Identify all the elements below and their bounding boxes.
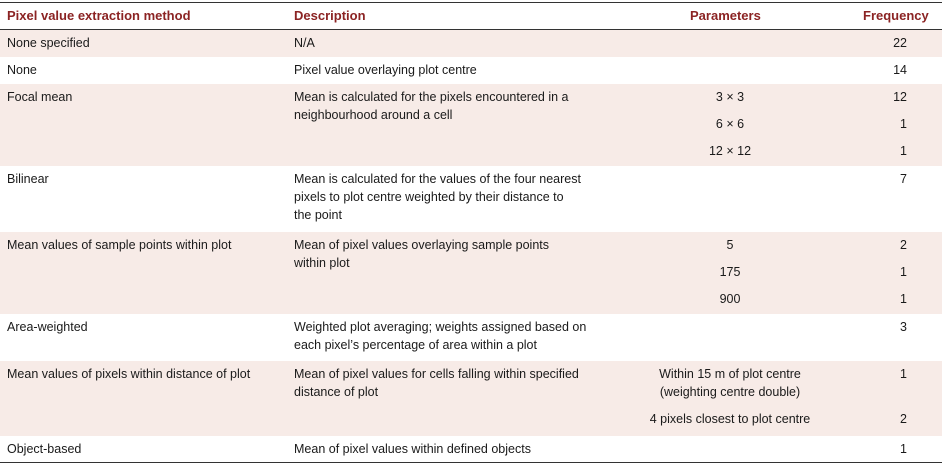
description-line: within plot (294, 256, 350, 270)
frequency-cell: 7 (900, 172, 907, 186)
frequency-cell: 12 (893, 90, 907, 104)
parameter-cell: 12 × 12 (708, 144, 752, 158)
frequency-cell: 1 (900, 292, 907, 306)
header-description: Description (294, 8, 366, 23)
method-cell: None (7, 63, 37, 77)
method-cell: Area-weighted (7, 320, 88, 334)
description-cell (294, 440, 614, 458)
method-cell: Bilinear (7, 172, 49, 186)
description-cell (294, 88, 614, 124)
header-method: Pixel value extraction method (7, 8, 191, 23)
description-line: neighbourhood around a cell (294, 108, 453, 122)
description-line: pixels to plot centre weighted by their distance to (294, 190, 564, 204)
table-bottom-rule (0, 462, 942, 463)
description-cell (294, 170, 614, 224)
description-line: the point (294, 208, 342, 222)
description-cell (294, 34, 614, 52)
frequency-cell: 1 (900, 367, 907, 381)
description-line: Mean of pixel values for cells falling within specified (294, 367, 579, 381)
table-row (0, 30, 942, 57)
parameter-cell: 5 (726, 238, 734, 252)
description-line: distance of plot (294, 385, 379, 399)
description-line: each pixel’s percentage of area within a plot (294, 338, 537, 352)
frequency-cell: 14 (893, 63, 907, 77)
description-line: N/A (294, 36, 315, 50)
description-line: Mean of pixel values overlaying sample points (294, 238, 549, 252)
description-line: Weighted plot averaging; weights assigned based on (294, 320, 587, 334)
header-frequency: Frequency (863, 8, 929, 23)
description-line: Mean is calculated for the values of the four nearest (294, 172, 581, 186)
frequency-cell: 22 (893, 36, 907, 50)
parameter-cell: Within 15 m of plot centre (weighting centre double) (659, 367, 801, 399)
description-cell (294, 236, 614, 272)
header-parameters: Parameters (690, 8, 761, 23)
parameter-cell: 6 × 6 (715, 117, 745, 131)
frequency-cell: 1 (900, 117, 907, 131)
table-row (0, 166, 942, 232)
parameter-cell: 175 (719, 265, 741, 279)
frequency-cell: 1 (900, 265, 907, 279)
table-row (0, 57, 942, 84)
frequency-cell: 2 (900, 412, 907, 426)
description-line: Mean of pixel values within defined objects (294, 442, 531, 456)
table-top-rule (0, 2, 942, 3)
method-cell: Object-based (7, 442, 82, 456)
parameter-cell: 900 (719, 292, 741, 306)
frequency-cell: 3 (900, 320, 907, 334)
parameter-cell: 3 × 3 (715, 90, 745, 104)
description-cell (294, 318, 614, 354)
description-cell (294, 61, 614, 79)
parameter-cell: 4 pixels closest to plot centre (649, 412, 811, 426)
frequency-cell: 1 (900, 144, 907, 158)
frequency-cell: 1 (900, 442, 907, 456)
table-row (0, 84, 942, 166)
method-cell: Mean values of pixels within distance of plot (7, 367, 251, 381)
table-row (0, 232, 942, 314)
method-cell: Focal mean (7, 90, 73, 104)
method-cell: None specified (7, 36, 90, 50)
table-row (0, 314, 942, 361)
method-cell: Mean values of sample points within plot (7, 238, 232, 252)
description-line: Mean is calculated for the pixels encountered in a (294, 90, 569, 104)
frequency-cell: 2 (900, 238, 907, 252)
description-cell (294, 365, 614, 401)
table-row (0, 436, 942, 462)
table-row (0, 361, 942, 436)
description-line: Pixel value overlaying plot centre (294, 63, 477, 77)
